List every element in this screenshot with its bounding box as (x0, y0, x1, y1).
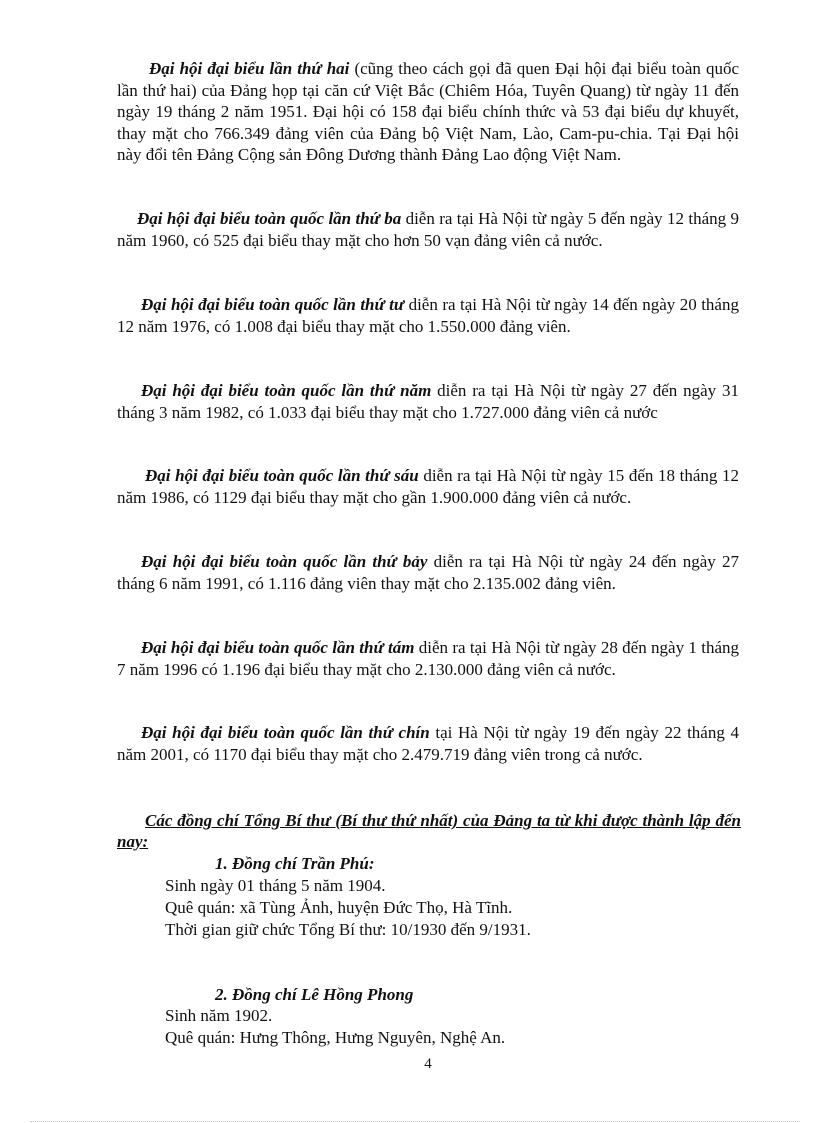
paragraph-lead: Đại hội đại biểu toàn quốc lần thứ tư (141, 295, 405, 314)
paragraph-body: tại Hà Nội từ ngày 19 đến ngày 22 tháng 4 năm 2001, có 1170 đại biểu thay mặt cho 2.479.719 đảng viên trong cả nước. (117, 723, 740, 764)
paragraph-body: diễn ra tại Hà Nội từ ngày 14 đến ngày 20 tháng 12 năm 1976, có 1.008 đại biểu thay mặt cho 1.550.000 đảng viên. (117, 295, 739, 336)
paragraph-body: (cũng theo cách gọi đã quen Đại hội đại biểu toàn quốc lần thứ hai) của Đảng họp tại căn cứ Việt Bắc (Chiêm Hóa, Tuyên Quang) từ ngày 11 đến ngày 19 tháng 2 năm 1951. Đại hội có 158 đại biểu chính thức và 53 đại biểu dự khuyết, thay mặt cho 766.349 đảng viên của Đảng bộ Việt Nam, Lào, Cam-pu-chia. Tại Đại hội này đổi tên Đảng Cộng sản Đông Dương thành Đảng Lao động Việt Nam. (117, 59, 740, 164)
paragraph-congress-7 (117, 551, 739, 594)
paragraph-lead: Đại hội đại biểu lần thứ hai (149, 59, 350, 78)
paragraph-body: diễn ra tại Hà Nội từ ngày 27 đến ngày 31 tháng 3 năm 1982, có 1.033 đại biểu thay mặt cho 1.727.000 đảng viên cả nước (117, 381, 739, 422)
paragraph-body: diễn ra tại Hà Nội từ ngày 5 đến ngày 12 tháng 9 năm 1960, có 525 đại biểu thay mặt cho hơn 50 vạn đảng viên cả nước. (117, 209, 740, 250)
person-1-born: Sinh ngày 01 tháng 5 năm 1904. (165, 876, 386, 895)
paragraph-lead: Đại hội đại biểu toàn quốc lần thứ ba (137, 209, 402, 228)
paragraph-lead: Đại hội đại biểu toàn quốc lần thứ bảy (141, 552, 428, 571)
paragraph-congress-8 (117, 637, 739, 680)
paragraph-congress-4 (117, 294, 739, 337)
person-1-hometown: Quê quán: xã Tùng Ảnh, huyện Đức Thọ, Hà Tĩnh. (165, 898, 513, 917)
section-heading: Các đồng chí Tổng Bí thư (Bí thư thứ nhất) của Đảng ta từ khi được thành lập đến nay: (117, 811, 741, 851)
person-1-term: Thời gian giữ chức Tổng Bí thư: 10/1930 đến 9/1931. (165, 920, 531, 939)
paragraph-congress-3 (117, 208, 739, 251)
paragraph-congress-6 (117, 465, 739, 508)
person-2-born: Sinh năm 1902. (165, 1006, 273, 1025)
paragraph-body: diễn ra tại Hà Nội từ ngày 15 đến 18 tháng 12 năm 1986, có 1129 đại biểu thay mặt cho gần 1.900.000 đảng viên cả nước. (117, 466, 739, 507)
person-2-title: 2. Đồng chí Lê Hồng Phong (215, 985, 414, 1004)
paragraph-lead: Đại hội đại biểu toàn quốc lần thứ năm (141, 381, 432, 400)
person-1-title: 1. Đồng chí Trần Phú: (215, 854, 375, 873)
page-number: 4 (424, 1056, 432, 1072)
paragraph-lead: Đại hội đại biểu toàn quốc lần thứ sáu (145, 466, 419, 485)
paragraph-body: diễn ra tại Hà Nội từ ngày 24 đến ngày 27 tháng 6 năm 1991, có 1.116 đảng viên thay mặt cho 2.135.002 đảng viên. (117, 552, 739, 593)
paragraph-body: diễn ra tại Hà Nội từ ngày 28 đến ngày 1 tháng 7 năm 1996 có 1.196 đại biểu thay mặt cho 2.130.000 đảng viên cả nước. (117, 638, 739, 679)
paragraph-congress-9 (117, 722, 739, 765)
paragraph-lead: Đại hội đại biểu toàn quốc lần thứ tám (141, 638, 415, 657)
page-bottom-divider (30, 1121, 800, 1122)
person-2-hometown: Quê quán: Hưng Thông, Hưng Nguyên, Nghệ An. (165, 1028, 506, 1047)
paragraph-lead: Đại hội đại biểu toàn quốc lần thứ chín (141, 723, 430, 742)
paragraph-congress-2 (117, 58, 739, 166)
paragraph-congress-5 (117, 380, 739, 423)
